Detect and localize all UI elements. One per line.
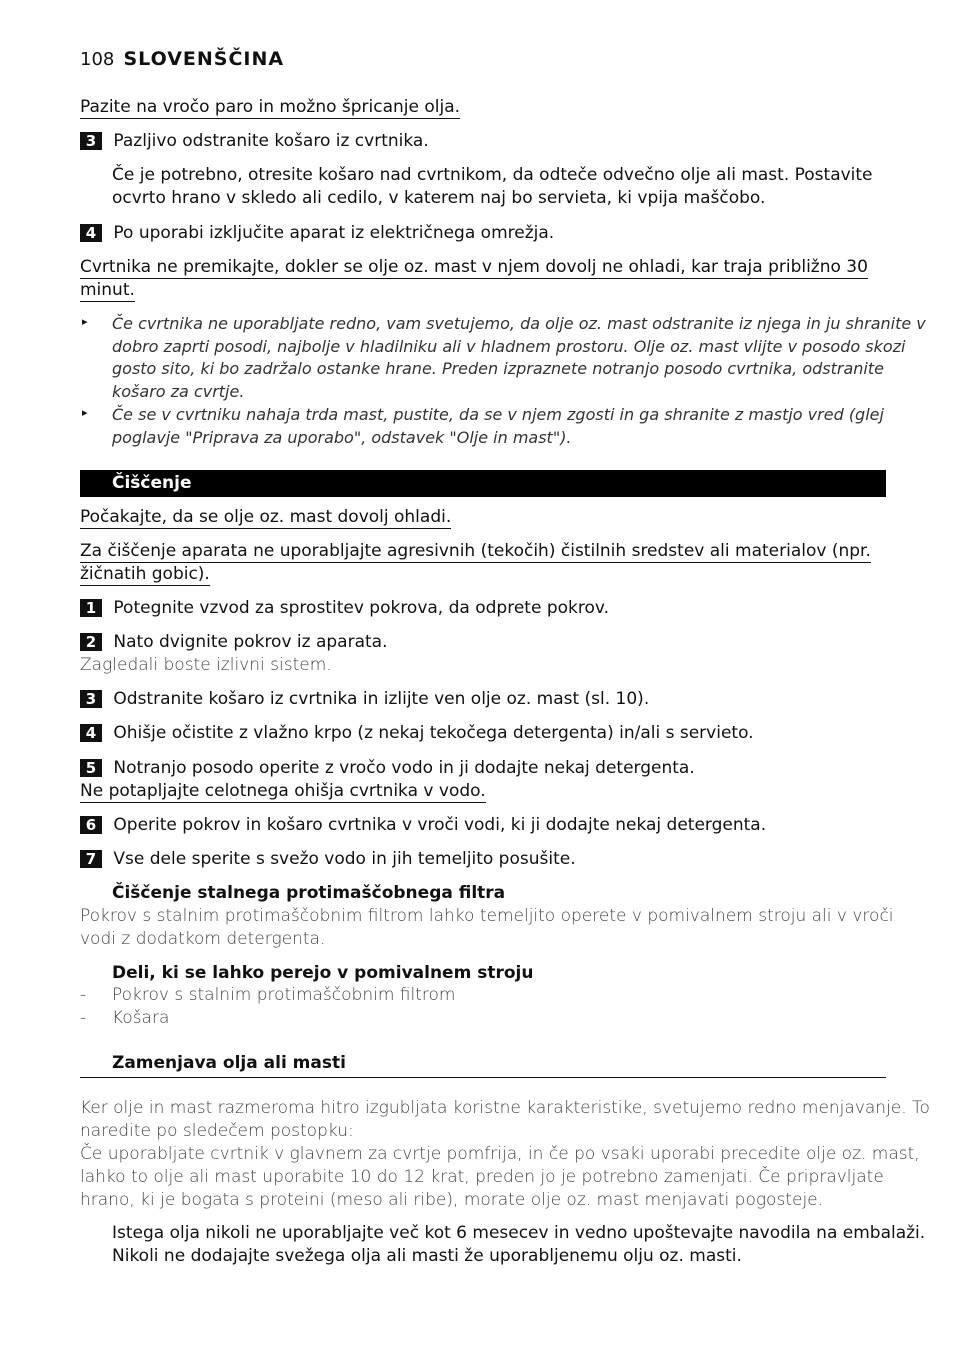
section-heading-cleaning — [80, 470, 886, 497]
oil-heading — [80, 1052, 886, 1078]
paragraph-line: Ker olje in mast razmeroma hitro izgubljata koristne karakteristike, svetujemo redno menjavanje. To — [80, 1098, 930, 1118]
step-4 — [80, 222, 554, 245]
warning-hot-steam — [80, 96, 460, 119]
cleaning-step-6 — [80, 814, 766, 837]
oil-heading-text: Zamenjava olja ali masti — [112, 1053, 346, 1073]
step-text: Nato dvignite pokrov iz aparata. — [113, 632, 388, 652]
dishwasher-list — [80, 984, 455, 1030]
cleaning-step-3 — [80, 688, 649, 711]
step-text: Potegnite vzvod za sprostitev pokrova, da odprete pokrov. — [113, 598, 610, 618]
step-text: Ohišje očistite z vlažno krpo (z nekaj tekočega detergenta) in/ali s servieto. — [113, 723, 754, 743]
step-note: Zagledali boste izlivni sistem. — [80, 655, 332, 675]
paragraph-line: naredite po sledečem postopku: — [80, 1121, 354, 1141]
list-item-text: Košara — [112, 1008, 170, 1028]
list-item — [80, 1007, 455, 1030]
cleaning-step-1 — [80, 597, 609, 620]
paragraph-line: ocvrto hrano v skledo ali cedilo, v katerem naj bo servieta, ki vpija maščobo. — [112, 188, 766, 208]
warning-text: Počakajte, da se olje oz. mast dovolj ohladi. — [80, 507, 452, 527]
tip-1 — [80, 313, 926, 403]
warning-cool-down — [80, 506, 451, 529]
dash-bullet: - — [80, 1008, 87, 1028]
note-line: Istega olja nikoli ne uporabljajte več kot 6 mesecev in vedno upoštevajte navodila na embalaži. — [112, 1223, 926, 1243]
tip-2 — [80, 404, 884, 449]
warning-text: Za čiščenje aparata ne uporabljajte agresivnih (tekočih) čistilnih sredstev ali materialov (npr. — [80, 541, 871, 561]
warning-text: Pazite na vročo paro in možno špricanje olja. — [80, 97, 461, 117]
warning-text: Ne potapljajte celotnega ohišja cvrtnika v vodo. — [80, 781, 486, 801]
tip-line: gosto sito, ki bo zadržalo ostanke hrane. Preden izpraznete notranjo posodo cvrtnika, odstranite — [112, 359, 884, 378]
step-text: Po uporabi izključite aparat iz električnega omrežja. — [113, 223, 555, 243]
dishwasher-heading: Deli, ki se lahko perejo v pomivalnem stroju — [112, 963, 534, 983]
warning-text: žičnatih gobic). — [80, 564, 210, 584]
step-number: 2 — [80, 633, 102, 651]
page-number: 108 — [80, 49, 115, 70]
cleaning-step-4 — [80, 722, 754, 745]
paragraph-line: lahko to olje ali mast uporabite 10 do 12 krat, preden jo je potrebno zamenjati. Če pripravljate — [80, 1167, 884, 1187]
list-item-text: Pokrov s stalnim protimaščobnim filtrom — [112, 985, 456, 1005]
step-number: 5 — [80, 759, 102, 777]
page-header — [80, 48, 284, 70]
paragraph-line: vodi z dodatkom detergenta. — [80, 929, 326, 949]
paragraph-line: Pokrov s stalnim protimaščobnim filtrom lahko temeljito operete v pomivalnem stroju ali v vroči — [80, 906, 894, 926]
paragraph-line: hrano, ki je bogata s proteini (meso ali ribe), morate olje oz. mast menjavati pogosteje. — [80, 1190, 824, 1210]
warning-text: minut. — [80, 280, 135, 300]
note-line: Nikoli ne dodajajte svežega olja ali masti že uporabljenemu olju oz. masti. — [112, 1246, 742, 1266]
triangle-bullet-icon: ▸ — [82, 315, 88, 328]
paragraph-line: Če uporabljate cvrtnik v glavnem za cvrtje pomfrija, in če po vsaki uporabi precedite olje oz. mast, — [80, 1144, 920, 1164]
filter-heading: Čiščenje stalnega protimaščobnega filtra — [112, 883, 506, 903]
oil-paragraph — [80, 1097, 930, 1212]
cleaning-step-7 — [80, 848, 576, 871]
tip-line: Če cvrtnika ne uporabljate redno, vam svetujemo, da olje oz. mast odstranite iz njega in ju shranite v — [112, 314, 926, 333]
step-number: 7 — [80, 850, 102, 868]
warning-no-abrasives — [80, 540, 871, 586]
step-text: Odstranite košaro iz cvrtnika in izlijte ven olje oz. mast (sl. 10). — [113, 689, 650, 709]
step-text: Vse dele sperite s svežo vodo in jih temeljito posušite. — [113, 849, 576, 869]
step-number: 3 — [80, 690, 102, 708]
cleaning-step-2 — [80, 631, 388, 677]
oil-note — [112, 1222, 925, 1268]
step-number: 6 — [80, 816, 102, 834]
step-3 — [80, 130, 429, 153]
step-text: Operite pokrov in košaro cvrtnika v vroči vodi, ki ji dodajte nekaj detergenta. — [113, 815, 767, 835]
warning-do-not-move — [80, 256, 868, 302]
section-title: Čiščenje — [112, 473, 192, 493]
list-item — [80, 984, 455, 1007]
step-text: Notranjo posodo operite z vročo vodo in ji dodajte nekaj detergenta. — [113, 758, 695, 778]
step-text: Pazljivo odstranite košaro iz cvrtnika. — [113, 131, 429, 151]
step-number: 4 — [80, 724, 102, 742]
step-number: 3 — [80, 132, 102, 150]
dash-bullet: - — [80, 985, 87, 1005]
step-number: 4 — [80, 224, 102, 242]
paragraph-line: Če je potrebno, otresite košaro nad cvrtnikom, da odteče odvečno olje ali mast. Postavite — [112, 165, 873, 185]
tip-line: dobro zaprti posodi, najbolje v hladilniku ali v hladnem prostoru. Olje oz. mast vlijte v posodo skozi — [112, 336, 906, 356]
tip-line: poglavje "Priprava za uporabo", odstavek "Olje in mast"). — [112, 427, 572, 447]
tip-line: košaro za cvrtje. — [112, 381, 245, 401]
filter-paragraph — [80, 905, 894, 951]
paragraph-shake-basket — [112, 164, 873, 210]
step-number: 1 — [80, 599, 102, 617]
cleaning-step-5 — [80, 757, 695, 803]
language-title: SLOVENŠČINA — [123, 48, 285, 70]
triangle-bullet-icon: ▸ — [82, 406, 88, 419]
warning-text: Cvrtnika ne premikajte, dokler se olje oz. mast v njem dovolj ne ohladi, kar traja približno 30 — [80, 257, 868, 277]
tip-line: Če se v cvrtniku nahaja trda mast, pustite, da se v njem zgosti in ga shranite z mastjo vred (glej — [112, 405, 884, 424]
